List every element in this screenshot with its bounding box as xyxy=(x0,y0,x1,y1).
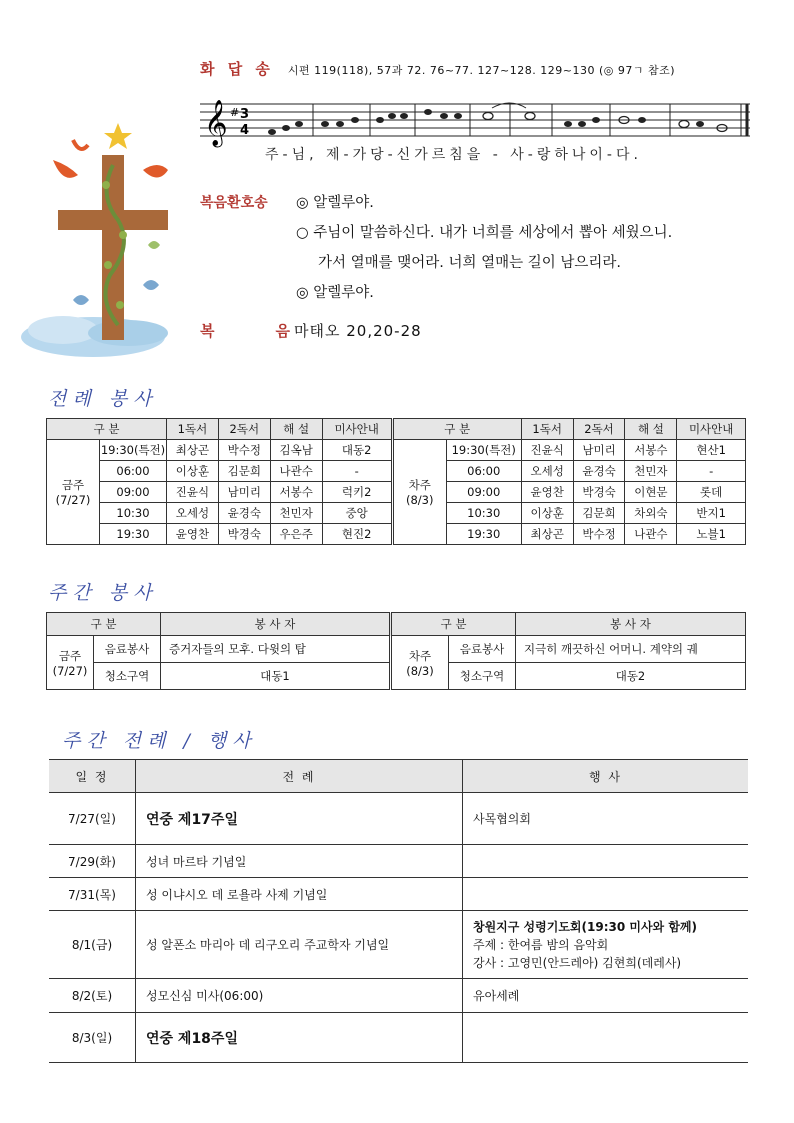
header-cell: 미사안내 xyxy=(677,419,746,440)
table-cell: 청소구역 xyxy=(449,663,516,690)
gospel-reference: 마태오 20,20-28 xyxy=(294,322,422,340)
table-cell: - xyxy=(322,461,392,482)
table-cell: 대동1 xyxy=(161,663,391,690)
table-cell: 최상곤 xyxy=(167,440,219,461)
header-cell: 구 분 xyxy=(47,419,167,440)
acclamation-line: ○ 주님이 말씀하신다. 내가 너희를 세상에서 뽑아 세웠으니. xyxy=(296,225,673,241)
schedule-liturgy: 성녀 마르타 기념일 xyxy=(136,845,463,878)
cross-illustration xyxy=(18,115,188,365)
header-cell: 봉 사 자 xyxy=(516,613,746,636)
schedule-liturgy: 성모신심 미사(06:00) xyxy=(136,979,463,1013)
table-cell: 06:00 xyxy=(100,461,167,482)
table-cell: 윤영찬 xyxy=(521,482,573,503)
table-cell: 이상훈 xyxy=(167,461,219,482)
schedule-liturgy: 연중 제18주일 xyxy=(136,1013,463,1063)
psalm-reference: 시편 119(118), 57과 72. 76~77. 127~128. 129~130 (◎ 97ㄱ 참조) xyxy=(287,64,676,77)
table-cell: 19:30 xyxy=(446,524,521,545)
table-cell: 남미리 xyxy=(218,482,270,503)
svg-text:𝄞: 𝄞 xyxy=(204,100,228,146)
acclamation-line: 가서 열매를 맺어라. 너희 열매는 길이 남으리라. xyxy=(318,255,622,271)
gospel-label: 복 음 xyxy=(200,322,290,340)
table-cell: 대동2 xyxy=(516,663,746,690)
schedule-event: 창원지구 성령기도회(19:30 미사와 함께) 주제 : 한여름 밤의 음악회 강사 : 고영민(안드레아) 김현희(데레사) xyxy=(463,911,749,979)
schedule-date: 8/1(금) xyxy=(49,911,136,979)
liturgy-service-title: 전례 봉사 xyxy=(48,388,158,410)
schedule-event: 사목협의회 xyxy=(463,793,749,845)
schedule-title: 주간 전례 / 행사 xyxy=(62,730,257,752)
table-cell: 최상곤 xyxy=(521,524,573,545)
table-cell: 청소구역 xyxy=(94,663,161,690)
schedule-liturgy: 성 이냐시오 데 로욜라 사제 기념일 xyxy=(136,878,463,911)
header-cell: 행 사 xyxy=(463,760,749,793)
header-cell: 구 분 xyxy=(392,419,521,440)
table-cell: 지극히 깨끗하신 어머니. 계약의 궤 xyxy=(516,636,746,663)
header-cell: 1독서 xyxy=(521,419,573,440)
table-cell: 10:30 xyxy=(100,503,167,524)
group-cell: 금주 (7/27) xyxy=(47,440,100,545)
schedule-event: 유아세례 xyxy=(463,979,749,1013)
table-cell: 남미리 xyxy=(573,440,625,461)
table-cell: 나관수 xyxy=(625,524,677,545)
header-cell: 2독서 xyxy=(218,419,270,440)
table-cell: 이현문 xyxy=(625,482,677,503)
header-cell: 해 설 xyxy=(270,419,322,440)
table-cell: 이상훈 xyxy=(521,503,573,524)
schedule-table xyxy=(49,759,748,1063)
table-cell: 음료봉사 xyxy=(449,636,516,663)
table-cell: 서봉수 xyxy=(625,440,677,461)
svg-text:#: # xyxy=(230,106,240,119)
table-cell: 09:00 xyxy=(100,482,167,503)
table-cell: 윤영찬 xyxy=(167,524,219,545)
table-cell: 오세성 xyxy=(167,503,219,524)
header-cell: 전 례 xyxy=(136,760,463,793)
table-cell: 19:30 xyxy=(100,524,167,545)
schedule-date: 7/29(화) xyxy=(49,845,136,878)
schedule-date: 7/31(목) xyxy=(49,878,136,911)
weekly-service-table xyxy=(46,612,746,690)
table-cell: 우은주 xyxy=(270,524,322,545)
psalm-label: 화 답 송 xyxy=(200,60,274,78)
table-cell: 천민자 xyxy=(625,461,677,482)
psalm-lyrics: 주-님, 제-가당-신가르침을 - 사-랑하나이-다. xyxy=(265,147,642,163)
table-cell: 노블1 xyxy=(677,524,746,545)
table-cell: 09:00 xyxy=(446,482,521,503)
table-cell: 서봉수 xyxy=(270,482,322,503)
svg-text:4: 4 xyxy=(240,123,250,138)
table-cell: 진윤식 xyxy=(167,482,219,503)
header-cell: 구 분 xyxy=(47,613,161,636)
table-cell: 오세성 xyxy=(521,461,573,482)
svg-text:3: 3 xyxy=(240,107,250,122)
table-cell: 진윤식 xyxy=(521,440,573,461)
acclamation-line: ◎ 알렐루야. xyxy=(296,195,374,211)
acclamation-line: ◎ 알렐루야. xyxy=(296,285,374,301)
table-cell: 윤경숙 xyxy=(573,461,625,482)
table-cell: 19:30(특전) xyxy=(100,440,167,461)
header-cell: 미사안내 xyxy=(322,419,392,440)
group-cell: 차주 (8/3) xyxy=(392,440,446,545)
table-cell: 증거자들의 모후. 다윗의 탑 xyxy=(161,636,391,663)
table-cell: 박경숙 xyxy=(573,482,625,503)
header-cell: 해 설 xyxy=(625,419,677,440)
table-cell: 반지1 xyxy=(677,503,746,524)
table-cell: 중앙 xyxy=(322,503,392,524)
table-cell: 김문희 xyxy=(218,461,270,482)
table-cell: 대동2 xyxy=(322,440,392,461)
table-cell: 윤경숙 xyxy=(218,503,270,524)
liturgy-service-table xyxy=(46,418,746,545)
table-cell: 박수정 xyxy=(218,440,270,461)
schedule-liturgy: 성 알폰소 마리아 데 리구오리 주교학자 기념일 xyxy=(136,911,463,979)
schedule-date: 8/2(토) xyxy=(49,979,136,1013)
table-cell: 06:00 xyxy=(446,461,521,482)
table-cell: 현산1 xyxy=(677,440,746,461)
header-cell: 일 정 xyxy=(49,760,136,793)
schedule-date: 7/27(일) xyxy=(49,793,136,845)
table-cell: 19:30(특전) xyxy=(446,440,521,461)
header-cell: 1독서 xyxy=(167,419,219,440)
table-cell: 롯데 xyxy=(677,482,746,503)
table-cell: 박경숙 xyxy=(218,524,270,545)
table-cell: 박수정 xyxy=(573,524,625,545)
schedule-date: 8/3(일) xyxy=(49,1013,136,1063)
schedule-event xyxy=(463,878,749,911)
header-cell: 구 분 xyxy=(391,613,516,636)
table-cell: 차외숙 xyxy=(625,503,677,524)
table-cell: 10:30 xyxy=(446,503,521,524)
table-cell: 나관수 xyxy=(270,461,322,482)
header-cell: 2독서 xyxy=(573,419,625,440)
table-cell: - xyxy=(677,461,746,482)
weekly-service-title: 주간 봉사 xyxy=(48,582,158,604)
gospel-acclamation-label: 복음환호송 xyxy=(200,195,268,211)
table-cell: 김옥남 xyxy=(270,440,322,461)
table-cell: 천민자 xyxy=(270,503,322,524)
table-cell: 김문희 xyxy=(573,503,625,524)
table-cell: 현진2 xyxy=(322,524,392,545)
table-cell: 음료봉사 xyxy=(94,636,161,663)
group-cell: 금주 (7/27) xyxy=(47,636,94,690)
schedule-liturgy: 연중 제17주일 xyxy=(136,793,463,845)
schedule-event xyxy=(463,1013,749,1063)
table-cell: 럭키2 xyxy=(322,482,392,503)
header-cell: 봉 사 자 xyxy=(161,613,391,636)
schedule-event xyxy=(463,845,749,878)
group-cell: 차주 (8/3) xyxy=(391,636,449,690)
